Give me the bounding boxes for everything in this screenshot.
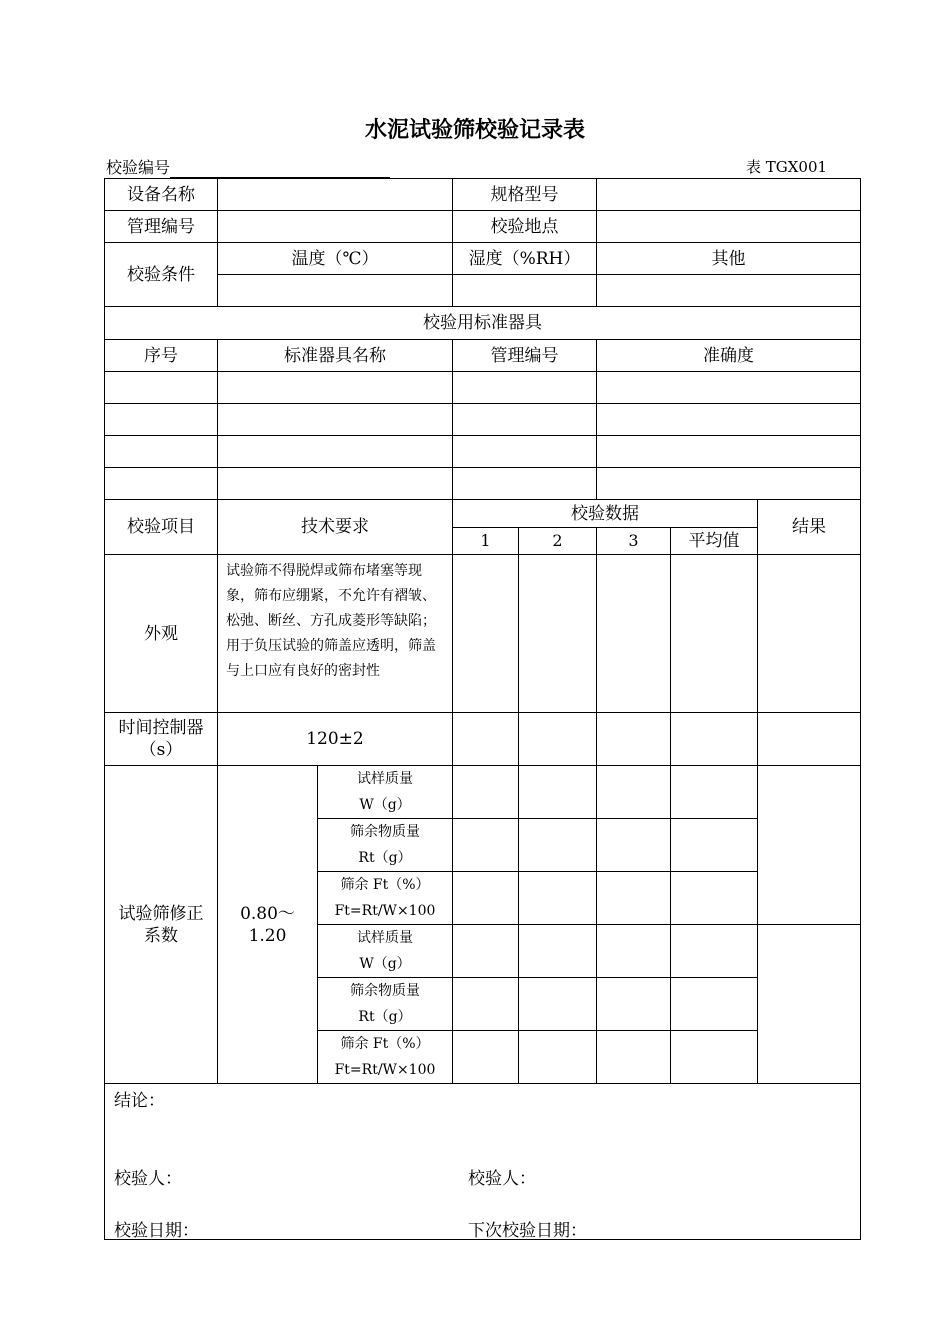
timer-label (105, 713, 218, 766)
calibration-form (104, 178, 861, 1240)
correction-cell[interactable] (671, 819, 758, 872)
date-label: 校验日期： (114, 1221, 199, 1240)
subrow-line1: 筛余 Ft（%） (340, 877, 430, 893)
correction-cell[interactable] (671, 1031, 758, 1084)
data-col-2: 2 (519, 528, 597, 555)
correction-cell[interactable] (597, 1031, 671, 1084)
appearance-label: 外观 (105, 555, 218, 713)
standards-cell[interactable] (597, 404, 861, 436)
correction-cell[interactable] (671, 766, 758, 819)
correction-subrow-label (318, 978, 453, 1031)
correction-result-1[interactable] (758, 766, 861, 925)
timer-label-line1: 时间控制器 (118, 718, 204, 738)
correction-subrow-label (318, 1031, 453, 1084)
standards-cell[interactable] (218, 372, 453, 404)
correction-subrow-label (318, 766, 453, 819)
device-name-field[interactable] (218, 179, 453, 211)
standards-cell[interactable] (218, 436, 453, 468)
appearance-data-2[interactable] (519, 555, 597, 713)
temperature-label: 温度（℃） (218, 243, 453, 275)
standards-cell[interactable] (597, 372, 861, 404)
appearance-data-avg[interactable] (671, 555, 758, 713)
standards-cell[interactable] (105, 372, 218, 404)
correction-subrow-label (318, 872, 453, 925)
device-name-label: 设备名称 (105, 179, 218, 211)
correction-cell[interactable] (453, 1031, 519, 1084)
appearance-requirement: 试验筛不得脱焊或筛布堵塞等现象，筛布应绷紧，不允许有褶皱、松弛、断丝、方孔成菱形等缺陷；用于负压试验的筛盖应透明，筛盖与上口应有良好的密封性 (218, 555, 453, 713)
correction-cell[interactable] (671, 872, 758, 925)
correction-cell[interactable] (519, 766, 597, 819)
correction-range-line2: 1.20 (248, 925, 287, 946)
correction-result-2[interactable] (758, 925, 861, 1084)
correction-cell[interactable] (453, 978, 519, 1031)
next-date-label: 下次校验日期： (468, 1221, 587, 1240)
conclusion-section[interactable] (105, 1084, 861, 1240)
data-col-3: 3 (597, 528, 671, 555)
correction-label-line1: 试验筛修正 (118, 903, 204, 924)
standards-row (105, 404, 861, 436)
location-label: 校验地点 (453, 211, 597, 243)
item-label: 校验项目 (105, 500, 218, 555)
correction-cell[interactable] (453, 925, 519, 978)
standards-col-name: 标准器具名称 (218, 340, 453, 372)
inspector-label-left: 校验人： (114, 1169, 182, 1189)
correction-cell[interactable] (671, 978, 758, 1031)
subrow-line1: 筛余物质量 (350, 983, 420, 999)
correction-cell[interactable] (519, 872, 597, 925)
subrow-line2: W（g） (359, 797, 411, 813)
correction-subrow-label (318, 819, 453, 872)
requirement-label: 技术要求 (218, 500, 453, 555)
timer-requirement: 120±2 (218, 713, 453, 766)
other-field[interactable] (597, 275, 861, 307)
subrow-line1: 筛余物质量 (350, 824, 420, 840)
subrow-line2: Rt（g） (358, 850, 412, 866)
subrow-line1: 试样质量 (357, 771, 413, 787)
correction-cell[interactable] (519, 819, 597, 872)
subrow-line2: Rt（g） (358, 1009, 412, 1025)
appearance-data-3[interactable] (597, 555, 671, 713)
other-label: 其他 (597, 243, 861, 275)
correction-subrow-label (318, 925, 453, 978)
correction-label (105, 766, 218, 1084)
standards-cell[interactable] (218, 468, 453, 500)
inspector-label-right: 校验人： (468, 1169, 536, 1189)
conclusion-label: 结论： (114, 1091, 165, 1111)
appearance-result[interactable] (758, 555, 861, 713)
correction-range (218, 766, 318, 1084)
spec-model-label: 规格型号 (453, 179, 597, 211)
standards-cell[interactable] (597, 468, 861, 500)
standards-row (105, 436, 861, 468)
data-label: 校验数据 (453, 500, 758, 528)
result-label: 结果 (758, 500, 861, 555)
correction-cell[interactable] (597, 819, 671, 872)
subrow-line1: 试样质量 (357, 930, 413, 946)
humidity-label: 湿度（%RH） (453, 243, 597, 275)
conditions-label: 校验条件 (105, 243, 218, 307)
standards-cell[interactable] (453, 372, 597, 404)
record-no-label: 校验编号 (106, 158, 171, 177)
correction-cell[interactable] (597, 872, 671, 925)
page-title: 水泥试验筛校验记录表 (364, 118, 585, 143)
correction-label-line2: 系数 (144, 925, 178, 946)
standards-cell[interactable] (453, 436, 597, 468)
standards-cell[interactable] (105, 436, 218, 468)
correction-cell[interactable] (597, 925, 671, 978)
correction-cell[interactable] (453, 872, 519, 925)
subrow-line2: W（g） (359, 956, 411, 972)
mgmt-no-label: 管理编号 (105, 211, 218, 243)
standards-cell[interactable] (597, 436, 861, 468)
correction-range-line1: 0.80～ (240, 903, 295, 924)
subrow-line2: Ft=Rt/W×100 (334, 903, 436, 919)
correction-cell[interactable] (671, 925, 758, 978)
spec-model-field[interactable] (597, 179, 861, 211)
correction-cell[interactable] (453, 819, 519, 872)
correction-cell[interactable] (519, 1031, 597, 1084)
location-field[interactable] (597, 211, 861, 243)
appearance-data-1[interactable] (453, 555, 519, 713)
correction-cell[interactable] (519, 925, 597, 978)
correction-cell[interactable] (453, 766, 519, 819)
data-col-1: 1 (453, 528, 519, 555)
subrow-line1: 筛余 Ft（%） (340, 1036, 430, 1052)
standards-row (105, 372, 861, 404)
standards-cell[interactable] (453, 468, 597, 500)
timer-data-2[interactable] (519, 713, 597, 766)
timer-label-line2: （s） (139, 740, 183, 760)
form-code: 表 TGX001 (746, 158, 828, 176)
mgmt-no-field[interactable] (218, 211, 453, 243)
timer-data-avg[interactable] (671, 713, 758, 766)
data-col-average: 平均值 (671, 528, 758, 555)
standards-cell[interactable] (105, 468, 218, 500)
standards-cell[interactable] (105, 404, 218, 436)
correction-cell[interactable] (597, 766, 671, 819)
timer-data-3[interactable] (597, 713, 671, 766)
subrow-line2: Ft=Rt/W×100 (334, 1062, 436, 1078)
temperature-field[interactable] (218, 275, 453, 307)
correction-cell[interactable] (519, 978, 597, 1031)
standards-col-mgmt-no: 管理编号 (453, 340, 597, 372)
standards-row (105, 468, 861, 500)
standards-cell[interactable] (453, 404, 597, 436)
timer-data-1[interactable] (453, 713, 519, 766)
correction-cell[interactable] (597, 978, 671, 1031)
timer-result[interactable] (758, 713, 861, 766)
humidity-field[interactable] (453, 275, 597, 307)
standards-title: 校验用标准器具 (105, 307, 861, 340)
standards-cell[interactable] (218, 404, 453, 436)
standards-col-accuracy: 准确度 (597, 340, 861, 372)
standards-col-index: 序号 (105, 340, 218, 372)
record-no (106, 155, 390, 178)
record-no-field[interactable] (170, 159, 390, 178)
